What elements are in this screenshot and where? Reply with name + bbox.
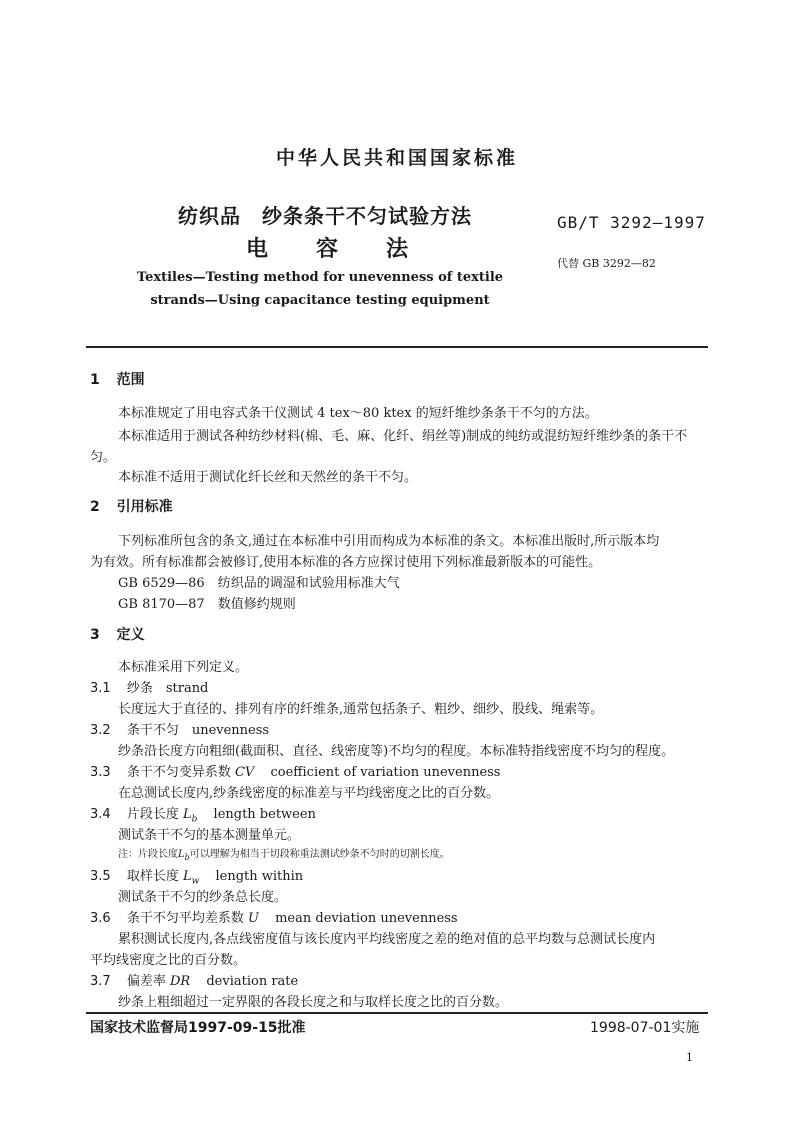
section-title: 定义 xyxy=(116,627,145,643)
note-symbol: L xyxy=(178,849,185,860)
definition-term: 偏差率 xyxy=(126,974,166,989)
paragraph-continuation: 为有效。所有标准都会被修订,使用本标准的各方应探讨使用下列标准最新版本的可能性。 xyxy=(90,555,602,570)
page-number: 1 xyxy=(686,1051,693,1064)
definition-term: 条干不匀变异系数 xyxy=(126,765,231,780)
definition-english-term: length between xyxy=(213,807,316,822)
clause-number: 3.3 xyxy=(90,765,111,780)
definition-text: 在总测试长度内,纱条线密度的标准差与平均线密度之比的百分数。 xyxy=(118,786,500,801)
english-title-line1: Textiles—Testing method for unevenness of textile xyxy=(136,270,504,285)
clause-number: 3.7 xyxy=(90,974,111,989)
approval-statement: 国家技术监督局1997-09-15批准 xyxy=(90,1020,306,1036)
definition-3-3-heading xyxy=(90,761,500,780)
definition-symbol: DR xyxy=(169,974,191,989)
paragraph: 本标准采用下列定义。 xyxy=(118,660,249,675)
definition-symbol: L xyxy=(182,807,192,822)
document-title-line2: 电容法 xyxy=(246,237,457,262)
definition-term: 条干不匀 unevenness xyxy=(126,723,270,738)
document-title-line1: 纺织品 纱条条干不匀试验方法 xyxy=(178,204,472,228)
clause-number: 3.5 xyxy=(90,869,111,884)
definition-english-term: mean deviation unevenness xyxy=(275,911,458,926)
section-number: 3 xyxy=(90,627,100,643)
paragraph: 下列标准所包含的条文,通过在本标准中引用而构成为本标准的条文。本标准出版时,所示版本均 xyxy=(118,534,660,549)
definition-symbol: CV xyxy=(234,765,255,780)
note-text: 注：片段长度 xyxy=(118,849,178,860)
definition-english-term: coefficient of variation unevenness xyxy=(270,765,501,780)
definition-text: 长度远大于直径的、排列有序的纤维条,通常包括条子、粗纱、细纱、股线、绳索等。 xyxy=(118,702,604,717)
section-title: 引用标准 xyxy=(116,499,173,515)
section-title: 范围 xyxy=(116,372,145,388)
footer-divider xyxy=(86,1012,708,1014)
definition-3-6-heading xyxy=(90,907,458,926)
definition-3-1-heading xyxy=(90,677,208,696)
definition-english-term: length within xyxy=(215,869,304,884)
definition-symbol: U xyxy=(247,911,259,926)
paragraph: 本标准适用于测试各种纺纱材料(棉、毛、麻、化纤、绢丝等)制成的纯纺或混纺短纤维纱条的条干不 xyxy=(118,429,688,444)
definition-text: 纱条上粗细超过一定界限的各段长度之和与取样长度之比的百分数。 xyxy=(118,995,509,1010)
definition-3-2-heading xyxy=(90,719,269,738)
national-standard-heading: 中华人民共和国国家标准 xyxy=(275,147,518,169)
replaces-standard: 代替 GB 3292—82 xyxy=(557,257,656,270)
definition-symbol: L xyxy=(182,869,192,884)
standard-number: GB/T 3292—1997 xyxy=(557,213,706,232)
definition-term: 纱条 strand xyxy=(126,681,209,696)
english-title-line2: strands—Using capacitance testing equipment xyxy=(150,293,490,308)
paragraph-continuation: 匀。 xyxy=(90,450,117,465)
symbol-subscript: b xyxy=(191,814,198,825)
normative-reference: GB 8170—87 数值修约规则 xyxy=(118,597,296,612)
definition-3-7-heading xyxy=(90,970,298,989)
definition-term: 取样长度 xyxy=(126,869,179,884)
note-symbol-subscript: b xyxy=(184,853,190,862)
definition-3-5-heading xyxy=(90,865,303,887)
section-1-heading xyxy=(90,369,145,389)
paragraph: 本标准不适用于测试化纤长丝和天然丝的条干不匀。 xyxy=(118,470,418,485)
section-2-heading xyxy=(90,496,173,516)
section-number: 2 xyxy=(90,499,100,515)
definition-english-term: deviation rate xyxy=(206,974,299,989)
definition-text: 累积测试长度内,各点线密度值与该长度内平均线密度之差的绝对值的总平均数与总测试长度内 xyxy=(118,932,656,947)
clause-number: 3.4 xyxy=(90,807,111,822)
definition-note xyxy=(118,845,450,862)
section-number: 1 xyxy=(90,372,100,388)
effective-date: 1998-07-01实施 xyxy=(590,1020,700,1036)
note-text: 可以理解为相当于切段称重法测试纱条不匀时的切割长度。 xyxy=(189,849,450,860)
definition-text: 测试条干不匀的基本测量单元。 xyxy=(118,828,301,843)
paragraph: 本标准规定了用电容式条干仪测试 4 tex～80 ktex 的短纤维纱条条干不匀的方法。 xyxy=(118,406,598,421)
clause-number: 3.2 xyxy=(90,723,111,738)
definition-3-4-heading xyxy=(90,803,316,825)
definition-text-continuation: 平均线密度之比的百分数。 xyxy=(90,953,247,968)
definition-term: 片段长度 xyxy=(126,807,179,822)
definition-text: 纱条沿长度方向粗细(截面积、直径、线密度等)不均匀的程度。本标准特指线密度不均匀的程度。 xyxy=(118,744,675,759)
definition-text: 测试条干不匀的纱条总长度。 xyxy=(118,890,288,905)
clause-number: 3.6 xyxy=(90,911,111,926)
section-3-heading xyxy=(90,624,145,644)
normative-reference: GB 6529—86 纺织品的调湿和试验用标准大气 xyxy=(118,576,400,591)
clause-number: 3.1 xyxy=(90,681,111,696)
header-divider xyxy=(86,346,708,348)
definition-term: 条干不匀平均差系数 xyxy=(126,911,244,926)
symbol-subscript: w xyxy=(191,876,200,887)
